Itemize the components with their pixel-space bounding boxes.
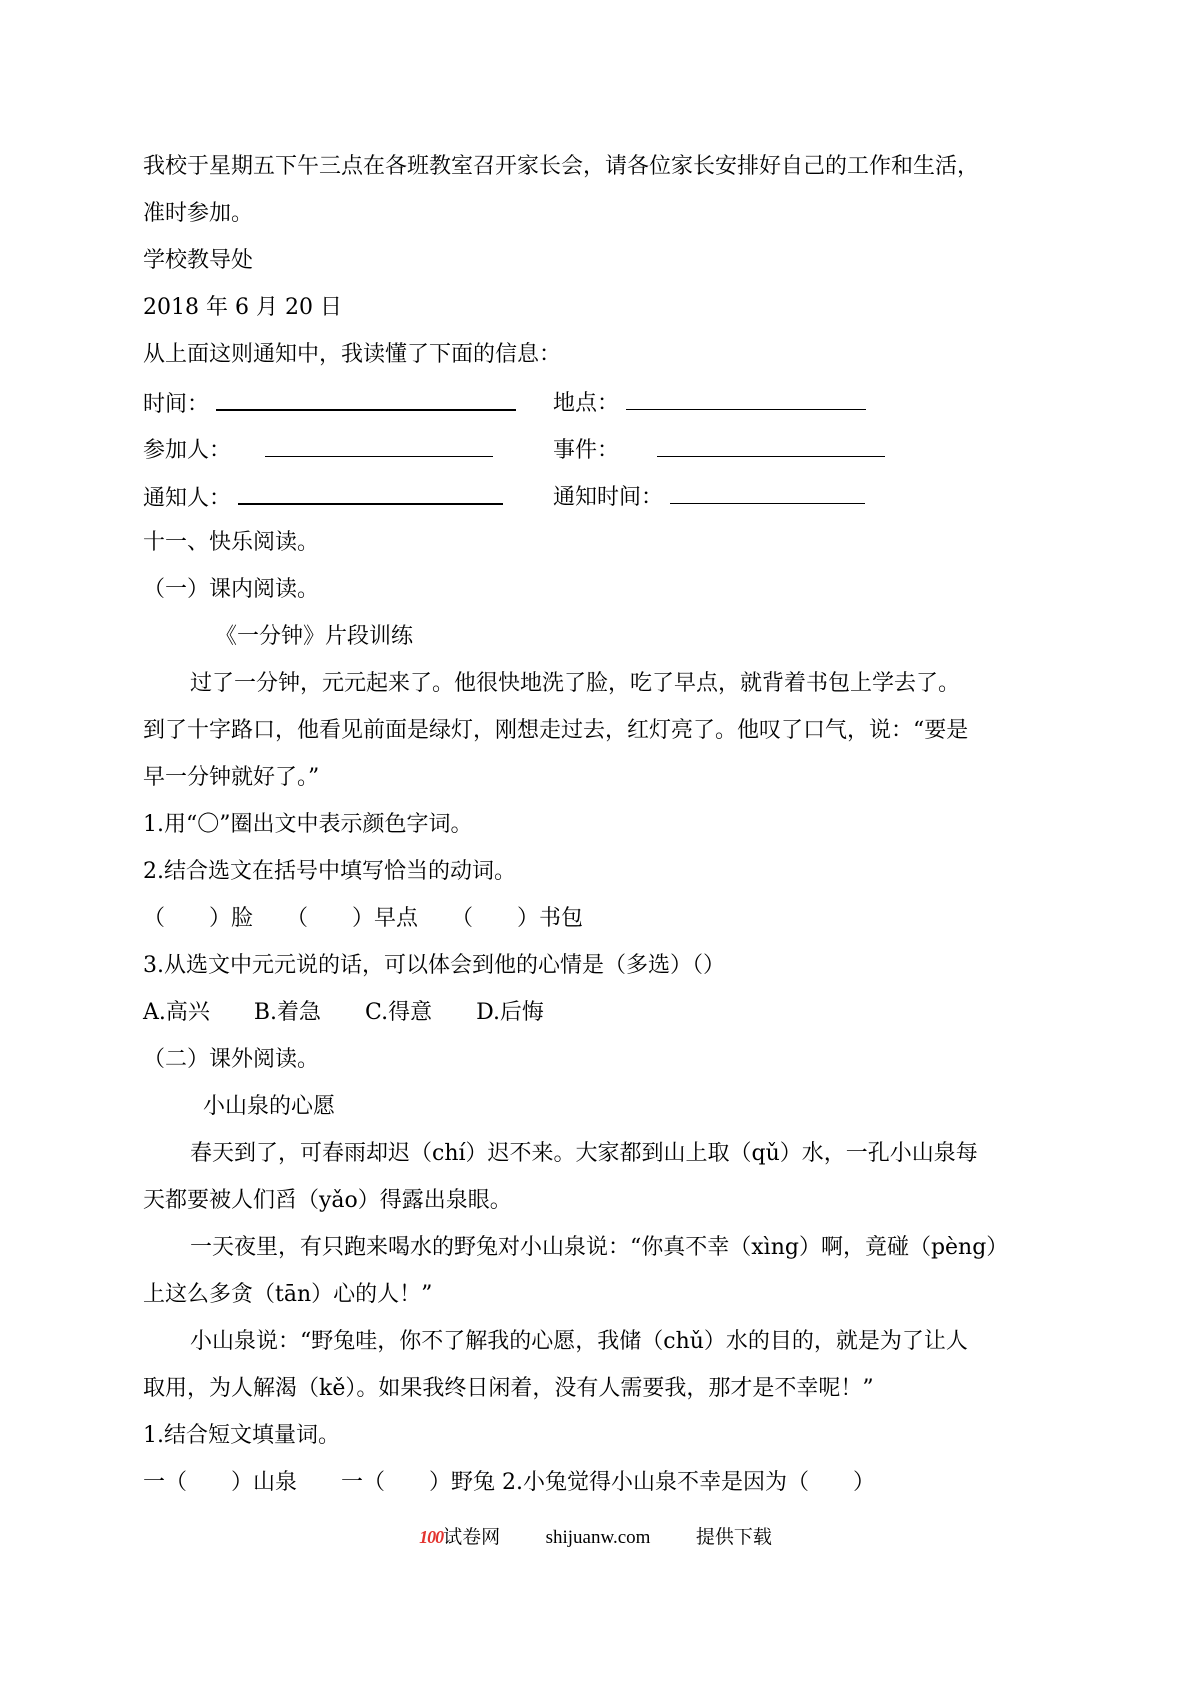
passage1-line: 到了十字路口，他看见前面是绿灯，刚想走过去，红灯亮了。他叹了口气，说：“要是 xyxy=(143,718,969,743)
question-3: 3.从选文中元元说的话，可以体会到他的心情是（多选）（） xyxy=(143,953,725,978)
participants-label: 参加人： xyxy=(143,438,232,463)
notifier-label: 通知人： xyxy=(143,486,232,511)
passage1-line: 早一分钟就好了。” xyxy=(143,765,320,790)
passage1-title: 《一分钟》片段训练 xyxy=(215,624,414,649)
site-url[interactable]: shijuanw.com xyxy=(545,1527,651,1548)
part1-heading: （一）课内阅读。 xyxy=(143,577,320,602)
section-heading: 十一、快乐阅读。 xyxy=(143,530,320,555)
info-intro: 从上面这则通知中，我读懂了下面的信息： xyxy=(143,342,562,367)
info-row-place xyxy=(553,387,866,419)
info-row-event xyxy=(553,434,885,466)
passage2-line: 小山泉说：“野兔哇，你不了解我的心愿，我储（chǔ）水的目的，就是为了让人 xyxy=(190,1329,968,1354)
info-row-participants xyxy=(143,434,493,466)
footer-tagline: 提供下载 xyxy=(695,1527,772,1548)
event-label: 事件： xyxy=(553,438,620,463)
passage2-line: 上这么多贪（tān）心的人！” xyxy=(143,1282,433,1307)
notice-time-answer-line[interactable] xyxy=(670,481,865,504)
passage2-question-blanks: 一（ ）山泉 一（ ）野兔 2.小兔觉得小山泉不幸是因为（ ） xyxy=(143,1470,875,1495)
time-answer-line[interactable] xyxy=(216,387,516,411)
passage1-line: 过了一分钟，元元起来了。他很快地洗了脸，吃了早点，就背着书包上学去了。 xyxy=(190,671,961,696)
passage2-title: 小山泉的心愿 xyxy=(203,1094,336,1119)
passage2-line: 取用，为人解渴（kě）。如果我终日闲着，没有人需要我，那才是不幸呢！” xyxy=(143,1376,874,1401)
question-1: 1.用“〇”圈出文中表示颜色字词。 xyxy=(143,812,473,837)
passage2-line: 一天夜里，有只跑来喝水的野兔对小山泉说：“你真不幸（xìng）啊，竟碰（pèng） xyxy=(190,1235,1009,1260)
notice-body-line: 我校于星期五下午三点在各班教室召开家长会，请各位家长安排好自己的工作和生活， xyxy=(143,154,980,179)
notice-body-line: 准时参加。 xyxy=(143,201,254,226)
passage2-question-1: 1.结合短文填量词。 xyxy=(143,1423,340,1448)
info-row-time xyxy=(143,387,516,420)
question-2: 2.结合选文在括号中填写恰当的动词。 xyxy=(143,859,516,884)
notice-date: 2018 年 6 月 20 日 xyxy=(143,295,342,320)
passage2-line: 天都要被人们舀（yǎo）得露出泉眼。 xyxy=(143,1188,512,1213)
site-name: 试卷网 xyxy=(443,1527,501,1548)
time-label: 时间： xyxy=(143,392,210,417)
participants-answer-line[interactable] xyxy=(265,434,493,457)
notice-signature: 学校教导处 xyxy=(143,248,254,273)
notifier-answer-line[interactable] xyxy=(238,481,503,505)
page-footer xyxy=(0,1522,1191,1549)
notice-time-label: 通知时间： xyxy=(553,485,664,510)
event-answer-line[interactable] xyxy=(657,434,885,457)
info-row-notice-time xyxy=(553,481,865,513)
passage2-line: 春天到了，可春雨却迟（chí）迟不来。大家都到山上取（qǔ）水，一孔小山泉每 xyxy=(190,1141,978,1166)
question-2-blanks: （ ）脸 （ ）早点 （ ）书包 xyxy=(143,906,584,931)
place-label: 地点： xyxy=(553,391,620,416)
question-3-options: A.高兴 B.着急 C.得意 D.后悔 xyxy=(143,1000,544,1025)
site-logo: 100 xyxy=(419,1527,444,1547)
part2-heading: （二）课外阅读。 xyxy=(143,1047,320,1072)
place-answer-line[interactable] xyxy=(626,387,866,410)
info-row-notifier xyxy=(143,481,503,514)
